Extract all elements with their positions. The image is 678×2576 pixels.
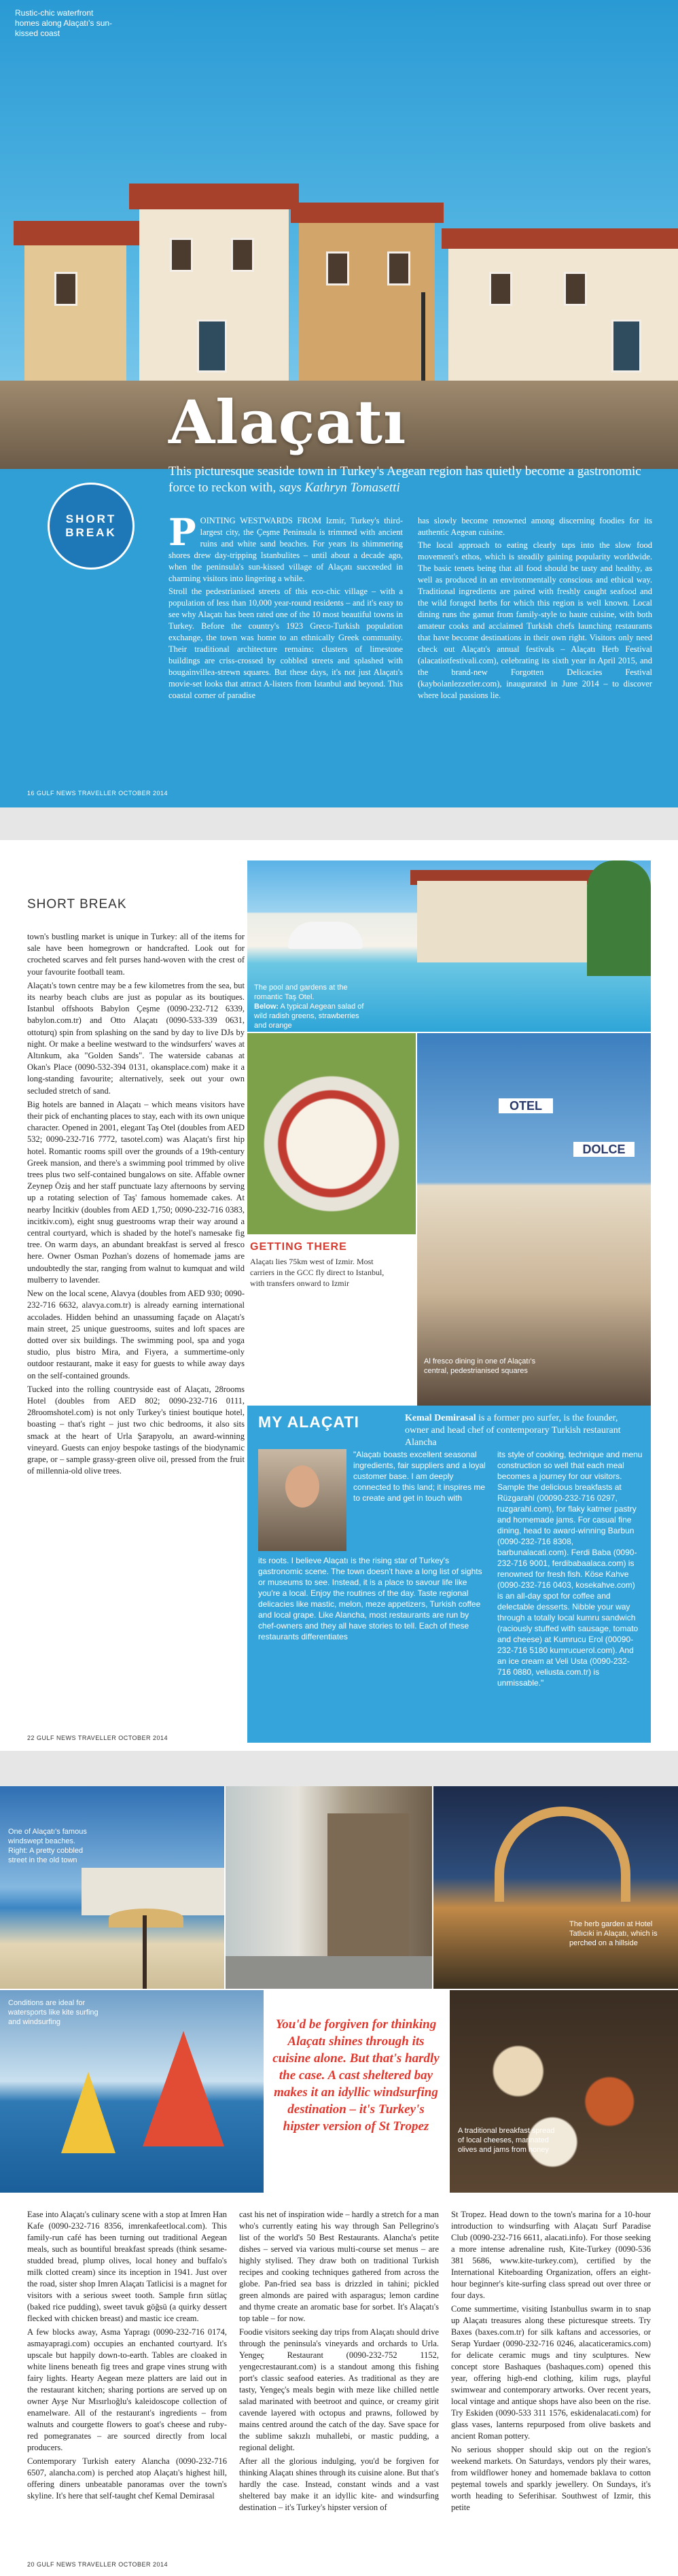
intro-paragraph: has slowly become renowned among discerning foodies for its authentic Aegean cuisine.	[418, 516, 652, 537]
article-paragraph: New on the local scene, Alavya (doubles from AED 930; 0090-232-716 6632, alavya.com.tr) is already earning international accolades. Hidden behind an unassuming façade on Alaçatı's main street, 25 unique guestrooms, suites and loft spaces are dotted over six buildings. The swimming pool, spa and yoga studio, plus bistro Mira, and Fiyera, a summertime-only outdoor restaurant, make it easy for guests to while away days on the self-contained grounds.	[27, 1289, 245, 1380]
photo-breakfast-spread	[450, 1990, 678, 2193]
intro-paragraph: Stroll the pedestrianised streets of this eco-chic village – with a population of less than 10,000 year-round residents – and it's easy to see why Alaçatı has been rated one of the 10 most beautiful towns in Turkey. Before the country's 1923 Greco-Turkish population exchange, the town was home to an ethnically Greek community. Their traditional architecture remains: clusters of limestone buildings are criss-crossed by cobbled streets and splashed with bougainvillea-strewn squares. But these days, it's not just Alaçatı's movie-set looks that attract A-listers from Istanbul and beyond. This coastal corner of paradise	[168, 587, 403, 700]
pool-caption-b-bold: Below:	[254, 1003, 279, 1011]
hero-house-mid	[299, 217, 435, 381]
photo-pool-garden	[247, 860, 651, 1032]
hero-roof-right	[442, 228, 678, 249]
getting-there-text: Alaçatı lies 75km west of Izmir. Most carriers in the GCC fly direct to Istanbul, with transfers onward to Izmir	[250, 1257, 385, 1288]
hotel-lit-arch	[495, 1807, 630, 1902]
page-gutter	[0, 807, 678, 840]
windsurf-sail-yellow	[61, 2072, 115, 2153]
my-alacati-name: Kemal Demirasal	[405, 1413, 476, 1423]
photo-windsurfing	[0, 1990, 264, 2193]
pool-tree	[587, 860, 651, 976]
hotel-caption: The herb garden at Hotel Tatlıcıki in Alaçatı, which is perched on a hillside	[569, 1920, 658, 1947]
byline: says Kathryn Tomasetti	[279, 481, 400, 495]
my-alacati-panel	[247, 1406, 651, 1743]
pool-house	[417, 881, 587, 962]
page-folio: 22 GULF NEWS TRAVELLER OCTOBER 2014	[27, 1735, 168, 1741]
badge-line-2: BREAK	[65, 526, 117, 539]
intro-column-2	[418, 515, 652, 703]
chef-face	[285, 1465, 319, 1508]
otel-sign: OTEL	[499, 1098, 553, 1113]
my-alacati-heading: MY ALAÇATI	[258, 1413, 359, 1431]
hero-lamp-post	[421, 292, 425, 387]
hero-door	[611, 319, 641, 372]
pool-caption-a: The pool and gardens at the romantic Taş Otel.	[254, 984, 348, 1001]
intro-paragraph	[168, 510, 403, 585]
intro-paragraph: The local approach to eating clearly taps into the slow food movement's ethos, which is steadily gaining popularity worldwide. The basic tenets being that all food should be tasty and healthy, as well as produced in an environmentally conscious and ethical way. Traditional ingredients are paired with freshly caught seafood and the wild foraged herbs for which this region is well known. Local dining runs the gamut from family-style to haute cuisine, with both amateur cooks and acclaimed Turkish chefs launching restaurants that have become destinations in their own right. Visitors only need check out Alaçatı's annual festivals – Alaçatı Herb Festival (alacatiotfestivali.com), celebrating its sixth year in April 2015, and the brand-new Forgotten Delicacies Festival (kaybolanlezzetler.com), inaugurated in June 2014 – to discover where local passions lie.	[418, 540, 652, 700]
street-balcony-house	[327, 1813, 409, 1963]
article-paragraph: cast his net of inspiration wide – hardly a stretch for a man who's currently eating his way through San Pellegrino's list of the world's 50 Best Restaurants. Alancha's petite dishes – served via various multi-course set menus – are highly stylised. They draw both on traditional Turkish recipes and cooking techniques gathered from across the globe. Pan-fried sea bass is drizzled in tahini; pickled green almonds are paired with asparagus; lemon cardine and thyme create an aromatic base for sorbet. It's Alaçatı's top table – for now.	[239, 2210, 439, 2323]
hero-house-right	[448, 245, 678, 381]
hero-roof-mid	[291, 203, 444, 223]
chef-portrait	[258, 1449, 346, 1551]
surf-caption: Conditions are ideal for watersports like kite surfing and windsurfing	[8, 1999, 99, 2026]
article-paragraph: town's bustling market is unique in Turkey: all of the items for sale have been homegrown or handcrafted. Look out for crocheted scarves and felt purses hand-woven with the crest of your favourite football team.	[27, 932, 245, 977]
article-column-2	[239, 2209, 439, 2516]
article-column-1	[27, 2209, 227, 2516]
page-2	[0, 840, 678, 1751]
hero-window	[326, 251, 349, 285]
photo-dining-square	[417, 1033, 651, 1406]
hero-window	[387, 251, 410, 285]
short-break-badge	[48, 483, 135, 570]
getting-there-title: GETTING THERE	[250, 1241, 347, 1253]
article-paragraph: Contemporary Turkish eatery Alancha (0090-232-716 6507, alancha.com) is perched atop Alaçatı's highest hill, offering diners unbeatable panoramas over the town's skyline. It's here that self-taught chef Kemal Demirasal	[27, 2456, 227, 2501]
my-alacati-quote-c: its style of cooking, technique and menu construction so well that each meal becomes a journey for our visitors. Sample the delicious breakfasts at Rüzgarahl (00090-232-716 0297, ruzgarahl.com), for flaky katmer pastry and homemade jams. For casual fine dining, head to award-winning Barbun (0090-232-716 8308, barbunalacati.com). Ferdi Baba (0090-232-716 9001, ferdibabaalaca.com) is renowned for fresh fish. Köse Kahve (0090-232-716 0403, kosekahve.com) is an all-day spot for coffee and delectable desserts. Nibble your way through a totally local kumru sandwich (raciously stuffed with sausage, tomato and cheese) at Kumrucu Erol (00090-232-716 5180 kumrucuerol.com). And an ice cream at Veli Usta (0090-232-716 0880, veliusta.com.tr) is unmissable."	[497, 1450, 643, 1688]
page-1-opener	[0, 0, 678, 807]
beach-caption: One of Alaçatı's famous windswept beaches. Right: A pretty cobbled street in the old town	[8, 1828, 87, 1864]
article-paragraph: Come summertime, visiting Istanbullus swarm in to snap up Alaçatı treasures along these picturesque streets. Try Baxes (baxes.com.tr) for silk kaftans and accessories, or Serap Yurdaer (0090-232-716 0246, alacaticeramics.com) for delicate ceramic mugs and tiny sculptures. New concept store Bashaques (bashaques.com) opened this year, offering high-end clothing, kilim rugs, playful swimwear and contemporary artworks. Over recent years, local vintage and antique shops have also been on the rise. Try Eskiden (0090-533 311 1576, eskidenalacati.com) for glass vases, lanterns repurposed from olive baskets and ancient Roman pottery.	[451, 2304, 651, 2441]
intro-columns	[168, 510, 652, 703]
hero-window	[170, 238, 193, 272]
hero-window	[54, 272, 77, 306]
page-gutter	[0, 1751, 678, 1786]
article-paragraph: Ease into Alaçatı's culinary scene with a stop at Imren Han Kafe (0090-232-716 8356, imrenkafeetlocal.com). This family-run café has been turning out traditional Aegean meals, such as bountiful breakfast spreads (think sesame-studded bread, plump olives, local honey and buffalo's milk clotted cream) since its inception in 1941. Just over the road, sister shop Imren Alaçatı Tatlicisi is a magnet for visitors with a serious sweet tooth. Sample fırın sütlaç (baked rice pudding), sweet tavuk göğsü (a quirky dessert flecked with chicken breast) and mastic ice cream.	[27, 2210, 227, 2323]
article-paragraph: Alaçatı's town centre may be a few kilometres from the sea, but its nearby beach clubs are just as popular as its boutiques. Istanbul offshoots Babylon Çeşme (0090-232-712 6339, babylon.com.tr) and Otto Alaçatı (0090-533-339 0631, ottoturq) spin from splashing on the sand by day to live DJs by night. Or make a beeline westward to the windsurfers' waves at Altınkum, aka "Golden Sands". The waterside cabanas at Okan's Place (0090-532-394 0131, okansplace.com) make it a long-standing favourite; alternatively, seek out your own secluded stretch of sand.	[27, 980, 245, 1096]
dining-square-caption: Al fresco dining in one of Alaçatı's central, pedestrianised squares	[424, 1357, 536, 1375]
page-3	[0, 1786, 678, 2576]
hero-house-left	[24, 238, 126, 381]
article-paragraph: Big hotels are banned in Alaçatı – which means visitors have their pick of enchanting places to stay, each with its own unique character. Opened in 2001, elegant Taş Otel (doubles from AED 532; 0090-232-716 7772, tasotel.com) was Alaçatı's first hip hotel. Romantic rooms spill over the grounds of a 19th-century Greek mansion, and there's a swimming pool trimmed by olive trees plus two self-contained bungalows on site. Affable owner Zeynep Öziş and her staff punctuate lazy afternoons by serving up a rotating selection of Taş' famous homemade cakes. At nearby İncitkiv (doubles from AED 1,750; 0090-232-716 0383, incitkiv.com), eight snug guestrooms wrap their way around a central courtyard, which is shaded by the hotel's namesake fig tree. On warm days, an abundant breakfast is served al fresco here. Owner Osman Pozhan's dozens of homemade jams are undoubtedly the star, ranging from walnut to kumquat and wild mulberry to lavender.	[27, 1099, 245, 1285]
my-alacati-quote-a: "Alaçatı boasts excellent seasonal ingredients, fair suppliers and a loyal customer base. I am deeply connected to this land; it inspires me to create and get in touch with	[353, 1450, 486, 1503]
pool-parasol	[288, 922, 363, 949]
pool-caption-b-text: A typical Aegean salad of wild radish greens, strawberries and orange	[254, 1003, 364, 1030]
article-columns	[27, 2209, 651, 2516]
page-folio: 16 GULF NEWS TRAVELLER OCTOBER 2014	[27, 790, 168, 797]
drop-cap: P	[168, 510, 196, 554]
getting-there-box	[247, 1236, 416, 1406]
article-column-3	[451, 2209, 651, 2516]
intro-column-1	[168, 510, 403, 703]
street-cobbles	[226, 1956, 432, 1989]
hero-window	[231, 238, 254, 272]
section-label: SHORT BREAK	[27, 897, 127, 911]
standfirst	[168, 464, 644, 496]
article-paragraph: No serious shopper should skip out on the region's weekend markets. On Saturdays, vendors ply their wares, from wildflower honey and homemade baklava to cotton peştemal towels and sparkly jewellery. On Sundays, it's worth heading to Seferihisar. Southwest of Izmir, this petite	[451, 2445, 651, 2512]
photo-windswept-beach	[0, 1786, 224, 1989]
badge-line-1: SHORT	[65, 512, 117, 525]
page-folio: 20 GULF NEWS TRAVELLER OCTOBER 2014	[27, 2561, 168, 2568]
hero-window	[564, 272, 587, 306]
my-alacati-intro-text: is a former pro surfer, is the founder, owner and head chef of contemporary Turkish restaurant Alancha	[405, 1413, 621, 1448]
intro-paragraph-text: OINTING WESTWARDS FROM Izmir, Turkey's third-largest city, the Çeşme Peninsula is trimmed with ancient ruins and white sand beaches. For years its shimmering shores drew day-tripping Istanbulites – until about a decade ago, when the peninsula's sun-kissed village of Alaçatı succeeded in charming visitors into lingering a while.	[168, 516, 403, 583]
article-paragraph: A few blocks away, Asma Yapragı (0090-232-716 0174, asmayapragi.com) occupies an enchanted courtyard. It's upscale but happily down-to-earth. Tables are cloaked in white linens beneath fig trees and grape vines strung with fairy lights. Hearty Aegean meze platters are laid out in the restaurant kitchen; sharing portions are served up on owner Ayşe Nur Mısırlıoğlu's kaleidoscope collection of enamelware. All of the restaurant's ingredients – from walnuts and courgette flowers to goat's cheese and ruby-red pomegranates – are sourced directly from local producers.	[27, 2327, 227, 2452]
article-paragraph: After all the glorious indulging, you'd be forgiven for thinking Alaçatı shines through its cuisine alone. But that's hardly the case. Instead, constant winds and a vast sheltered bay make it an idyllic kite- and windsurfing destination – it's Turkey's hipster version of	[239, 2456, 439, 2512]
my-alacati-quote-b: its roots. I believe Alaçatı is the rising star of Turkey's gastronomic scene. The town doesn't have a long list of sights or museums to see. Instead, it is a place to savour life like you're a local. Enjoy the routines of the day. Taste regional delicacies like mastic, melon, meze appetizers, Turkish coffee and local grape. Like Alancha, most restaurants are run by chef-owners and they all have stories to tell. Each of these restaurants differentiates	[258, 1556, 482, 1641]
dolce-sign: DOLCE	[573, 1142, 635, 1157]
beach-parasol-pole	[143, 1915, 147, 1989]
windsurf-sail-red	[143, 2031, 224, 2146]
article-column	[27, 931, 245, 1479]
photo-cobbled-street	[226, 1786, 432, 1989]
hero-roof-left	[14, 221, 139, 245]
hero-door	[197, 319, 227, 372]
my-alacati-intro	[405, 1412, 643, 1449]
photo-herb-garden-hotel	[433, 1786, 678, 1989]
page-title: Alaçatı	[168, 387, 407, 457]
spread-caption: A traditional breakfast spread of local cheeses, marinated olives and jams from honey	[458, 2127, 555, 2154]
photo-aegean-salad	[247, 1033, 416, 1234]
article-paragraph: Tucked into the rolling countryside east of Alaçatı, 28rooms Hotel (doubles from AED 802; 0090-232-716 0111, 28roomshotel.com) is not only Turkey's tiniest boutique hotel, boasting – that's right – just two chic bedrooms, it also sits smack at the heart of Urla Şarapyolu, an award-winning vineyard. Guests can enjoy bespoke tastings of the biodynamic grape, or – sample grassy-green olive oil, pressed from the fruit of millennia-old olive trees.	[27, 1384, 245, 1476]
standfirst-text: This picturesque seaside town in Turkey's Aegean region has quietly become a gastronomic force to reckon with,	[168, 464, 641, 495]
hero-photo-caption: Rustic-chic waterfront homes along Alaçatı's sun-kissed coast	[15, 8, 113, 38]
article-paragraph: St Tropez. Head down to the town's marina for a 10-hour introduction to windsurfing with Alaçatı Surf Paradise Club (0090-232-716 6611, alacati.info). For those seeking a more intense adrenaline rush, Kite-Turkey (0090-536 381 5686, www.kite-turkey.com), certified by the International Kiteboarding Organization, offers an eight-hour beginner's kite-surfing class spread out over three or four days.	[451, 2210, 651, 2300]
article-paragraph: Foodie visitors seeking day trips from Alaçatı should drive through the peninsula's vineyards and orchards to Urla. Yengeç Restaurant (0090-232-752 1152, yengecrestaurant.com) is a standout among this fishing port's classic seafood eateries. As traditional as they are tasty, Yengeç's meals begin with meze like chilled nettle salad marinated with beetroot and quince, or creamy girit cavende layered with octopus and prawns, followed by mains centred around the catch of the day. Save space for the sublime sakızlı muhallebi, or mastic pudding, a regional delight.	[239, 2327, 439, 2452]
hero-window	[489, 272, 512, 306]
pull-quote: You'd be forgiven for thinking Alaçatı shines through its cuisine alone. But that's hardly the case. A cast sheltered bay makes it an idyllic windsurfing destination – it's Turkey's hipster version of St Tropez	[272, 2017, 440, 2134]
pool-caption-b	[254, 1002, 370, 1030]
hero-roof-center	[129, 184, 299, 209]
pool-caption	[254, 983, 370, 1030]
